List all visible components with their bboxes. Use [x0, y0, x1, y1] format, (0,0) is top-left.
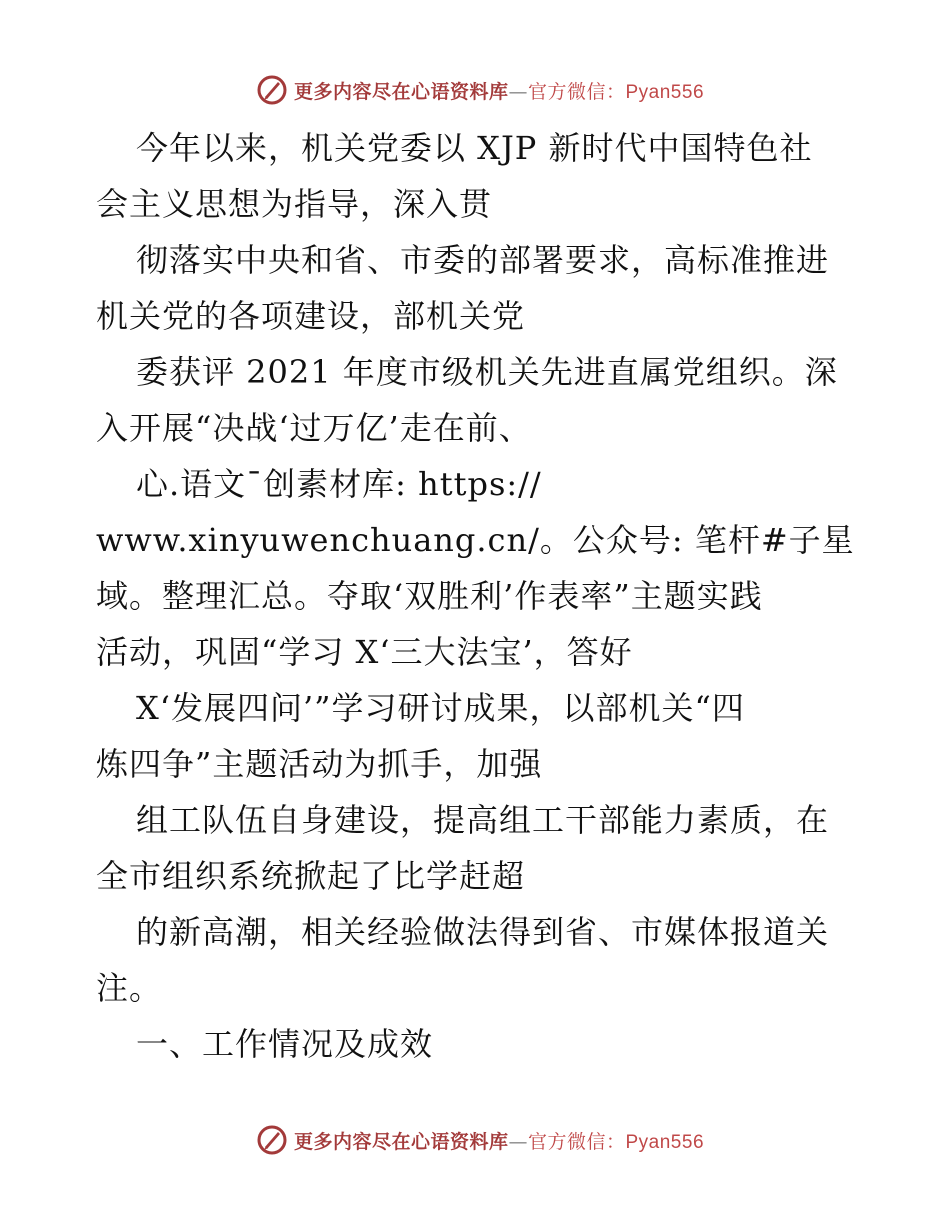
body-line: 入开展“决战‘过万亿’走在前、	[96, 409, 532, 447]
body-line: 全市组织系统掀起了比学赶超	[96, 857, 526, 895]
watermark-main: 更多内容尽在心语资料库	[293, 1130, 509, 1153]
watermark-sub: 官方微信：	[527, 80, 626, 103]
body-line: 彻落实中央和省、市委的部署要求，高标准推进	[136, 241, 830, 279]
footer-watermark	[0, 1120, 950, 1160]
watermark-handle: Pyan556	[625, 81, 705, 103]
watermark-group	[256, 1124, 704, 1156]
body-line: 注。	[96, 969, 163, 1007]
body-line: 心.语文¯创素材库: https://	[136, 465, 542, 503]
body-line: 委获评 2021 年度市级机关先进直属党组织。深	[136, 353, 838, 391]
watermark-sub: 官方微信：	[527, 1130, 626, 1153]
body-line: 今年以来，机关党委以 XJP 新时代中国特色社	[136, 129, 813, 167]
watermark-text	[294, 1127, 704, 1154]
body-line: 炼四争”主题活动为抓手，加强	[96, 745, 543, 783]
body-line: 组工队伍自身建设，提高组工干部能力素质，在	[136, 801, 830, 839]
header-watermark	[0, 70, 950, 110]
watermark-handle: Pyan556	[625, 1131, 705, 1153]
body-line: 活动，巩固“学习 X‘三大法宝’，答好	[96, 633, 633, 671]
quill-circle-icon	[256, 74, 288, 106]
body-line: 机关党的各项建设，部机关党	[96, 297, 526, 335]
body-line: 的新高潮，相关经验做法得到省、市媒体报道关	[136, 913, 830, 951]
section-heading: 一、工作情况及成效	[136, 1025, 434, 1063]
body-line: 会主义思想为指导，深入贯	[96, 185, 493, 223]
watermark-separator: —	[508, 1130, 528, 1153]
watermark-separator: —	[508, 80, 528, 103]
body-line: www.xinyuwenchuang.cn/。公众号: 笔杆#子星	[96, 521, 855, 559]
body-line: 域。整理汇总。夺取‘双胜利’作表率”主题实践	[96, 577, 763, 615]
watermark-text	[294, 77, 704, 104]
body-line: X‘发展四问’”学习研讨成果，以部机关“四	[136, 689, 745, 727]
watermark-main: 更多内容尽在心语资料库	[293, 80, 509, 103]
quill-circle-icon	[256, 1124, 288, 1156]
watermark-group	[256, 74, 704, 106]
document-body	[96, 120, 856, 1072]
